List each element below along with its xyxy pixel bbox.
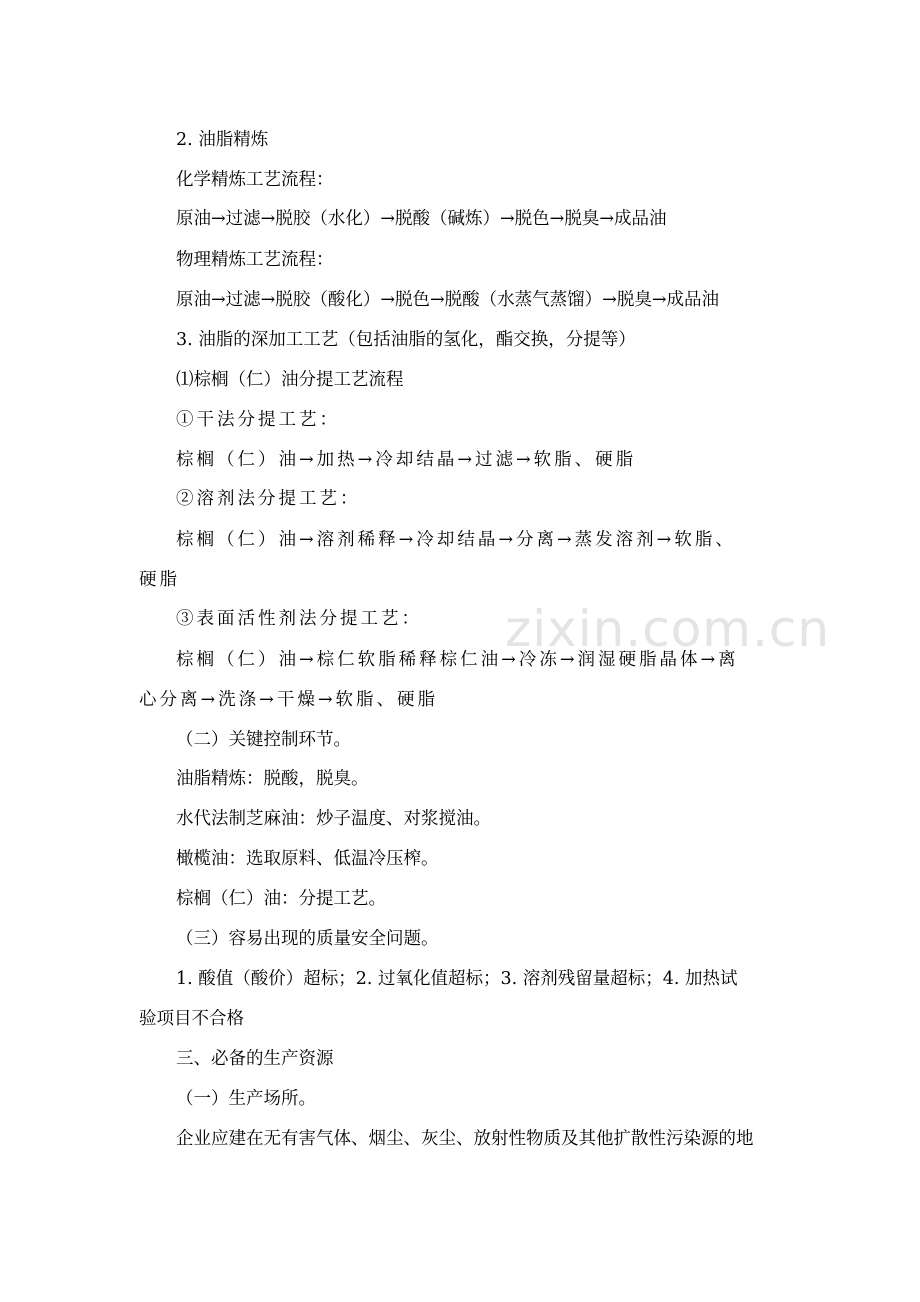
section-heading-resources: 三、必备的生产资源 bbox=[176, 1049, 334, 1069]
quality-issues-list-cont: 验项目不合格 bbox=[139, 1009, 244, 1029]
chemical-refining-flow: 原油→过滤→脱胶（水化）→脱酸（碱炼）→脱色→脱臭→成品油 bbox=[176, 209, 667, 229]
key-control-heading: （二）关键控制环节。 bbox=[176, 730, 351, 750]
production-site-paragraph: 企业应建在无有害气体、烟尘、灰尘、放射性物质及其他扩散性污染源的地 bbox=[176, 1129, 754, 1149]
dry-fractionation-flow: 棕榈（仁）油→加热→冷却结晶→过滤→软脂、硬脂 bbox=[176, 450, 637, 470]
quality-issues-heading: （三）容易出现的质量安全问题。 bbox=[176, 929, 439, 949]
production-site-heading: （一）生产场所。 bbox=[176, 1089, 316, 1109]
physical-refining-label: 物理精炼工艺流程： bbox=[176, 250, 334, 270]
physical-refining-flow: 原油→过滤→脱胶（酸化）→脱色→脱酸（水蒸气蒸馏）→脱臭→成品油 bbox=[176, 290, 719, 310]
surfactant-fractionation-flow: 棕榈（仁）油→棕仁软脂稀释棕仁油→冷冻→润湿硬脂晶体→离 bbox=[176, 650, 739, 670]
solvent-fractionation-label: ②溶剂法分提工艺： bbox=[176, 489, 361, 509]
key-control-palm: 棕榈（仁）油：分提工艺。 bbox=[176, 889, 386, 909]
section-heading-deep-processing: 3. 油脂的深加工工艺（包括油脂的氢化，酯交换，分提等） bbox=[176, 330, 636, 350]
watermark: zixin.com.cn bbox=[505, 600, 831, 658]
solvent-fractionation-flow-cont: 硬脂 bbox=[139, 570, 180, 590]
dry-fractionation-label: ①干法分提工艺： bbox=[176, 410, 340, 430]
surfactant-fractionation-label: ③表面活性剂法分提工艺： bbox=[176, 609, 422, 629]
key-control-sesame: 水代法制芝麻油：炒子温度、对浆搅油。 bbox=[176, 809, 491, 829]
chemical-refining-label: 化学精炼工艺流程： bbox=[176, 170, 334, 190]
section-heading-oil-refining: 2. 油脂精炼 bbox=[176, 130, 269, 150]
key-control-olive: 橄榄油：选取原料、低温冷压榨。 bbox=[176, 849, 439, 869]
solvent-fractionation-flow: 棕榈（仁）油→溶剂稀释→冷却结晶→分离→蒸发溶剂→软脂、 bbox=[176, 530, 736, 550]
palm-fractionation-heading: ⑴棕榈（仁）油分提工艺流程 bbox=[176, 370, 404, 390]
surfactant-fractionation-flow-cont: 心分离→洗涤→干燥→软脂、硬脂 bbox=[139, 690, 438, 710]
quality-issues-list: 1. 酸值（酸价）超标；2. 过氧化值超标；3. 溶剂残留量超标；4. 加热试 bbox=[176, 969, 738, 989]
key-control-refining: 油脂精炼：脱酸，脱臭。 bbox=[176, 769, 369, 789]
